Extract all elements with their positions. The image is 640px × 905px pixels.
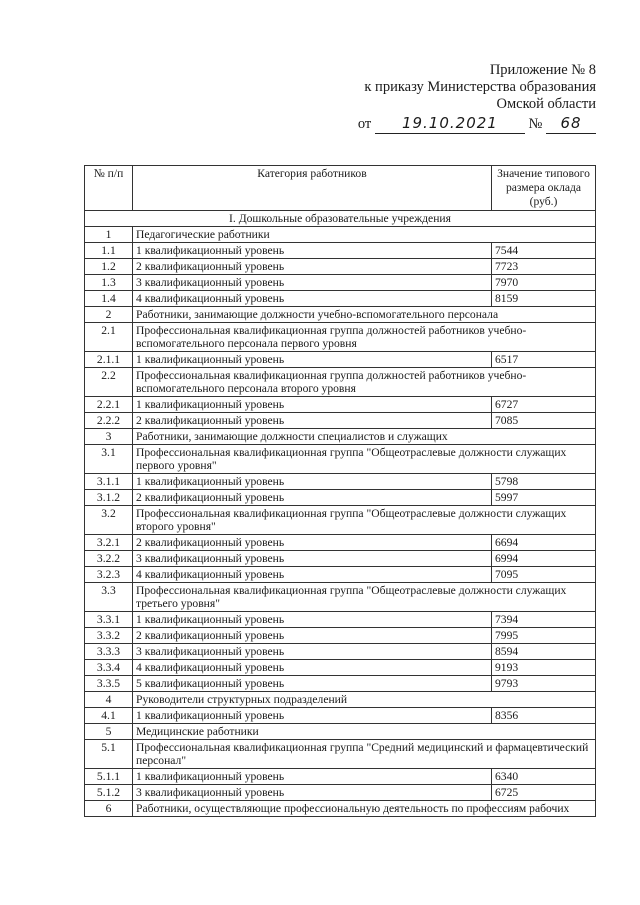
row-number: 1.4 bbox=[85, 291, 133, 307]
table-row bbox=[85, 413, 596, 429]
row-value: 7970 bbox=[492, 275, 596, 291]
table-row bbox=[85, 474, 596, 490]
row-value: 5798 bbox=[492, 474, 596, 490]
row-category: Работники, занимающие должности специалистов и служащих bbox=[133, 429, 596, 445]
row-category: Медицинские работники bbox=[133, 724, 596, 740]
row-value: 7995 bbox=[492, 628, 596, 644]
row-category: 1 квалификационный уровень bbox=[133, 474, 492, 490]
group-row bbox=[85, 740, 596, 769]
table-row bbox=[85, 567, 596, 583]
group-row bbox=[85, 368, 596, 397]
row-number: 5.1.1 bbox=[85, 769, 133, 785]
section-title: I. Дошкольные образовательные учреждения bbox=[85, 211, 596, 227]
section-row bbox=[85, 211, 596, 227]
row-category: 4 квалификационный уровень bbox=[133, 567, 492, 583]
row-category: 1 квалификационный уровень bbox=[133, 708, 492, 724]
row-category: Профессиональная квалификационная группа должностей работников учебно-вспомогательного персонала второго уровня bbox=[133, 368, 596, 397]
group-row bbox=[85, 506, 596, 535]
order-number: 68 bbox=[560, 114, 582, 132]
table-row bbox=[85, 291, 596, 307]
row-value: 8594 bbox=[492, 644, 596, 660]
row-number: 3.3.2 bbox=[85, 628, 133, 644]
row-value: 7723 bbox=[492, 259, 596, 275]
row-number: 3.1 bbox=[85, 445, 133, 474]
row-number: 3.2 bbox=[85, 506, 133, 535]
row-number: 5 bbox=[85, 724, 133, 740]
row-category: 2 квалификационный уровень bbox=[133, 259, 492, 275]
order-reference: к приказу Министерства образования bbox=[364, 79, 596, 95]
row-number: 3 bbox=[85, 429, 133, 445]
row-category: 3 квалификационный уровень bbox=[133, 644, 492, 660]
row-number: 5.1 bbox=[85, 740, 133, 769]
row-category: Педагогические работники bbox=[133, 227, 596, 243]
row-category: 1 квалификационный уровень bbox=[133, 397, 492, 413]
row-category: Профессиональная квалификационная группа "Общеотраслевые должности служащих второго уровня" bbox=[133, 506, 596, 535]
row-value: 7085 bbox=[492, 413, 596, 429]
row-number: 2 bbox=[85, 307, 133, 323]
row-value: 8356 bbox=[492, 708, 596, 724]
row-number: 5.1.2 bbox=[85, 785, 133, 801]
order-date: 19.10.2021 bbox=[401, 114, 498, 132]
row-number: 3.3.4 bbox=[85, 660, 133, 676]
row-number: 3.3 bbox=[85, 583, 133, 612]
row-category: 2 квалификационный уровень bbox=[133, 535, 492, 551]
table-row bbox=[85, 708, 596, 724]
row-number: 1.3 bbox=[85, 275, 133, 291]
row-value: 6994 bbox=[492, 551, 596, 567]
header-category: Категория работников bbox=[133, 166, 492, 211]
row-value: 6517 bbox=[492, 352, 596, 368]
group-row bbox=[85, 323, 596, 352]
row-number: 3.3.1 bbox=[85, 612, 133, 628]
salary-table bbox=[84, 165, 596, 817]
table-row bbox=[85, 275, 596, 291]
table-header-row bbox=[85, 166, 596, 211]
row-category: 4 квалификационный уровень bbox=[133, 660, 492, 676]
appendix-header bbox=[364, 62, 596, 113]
row-number: 2.2.2 bbox=[85, 413, 133, 429]
row-category: Работники, занимающие должности учебно-вспомогательного персонала bbox=[133, 307, 596, 323]
row-number: 4.1 bbox=[85, 708, 133, 724]
appendix-title: Приложение № 8 bbox=[489, 62, 596, 78]
table-row bbox=[85, 660, 596, 676]
group-row bbox=[85, 801, 596, 817]
table-row bbox=[85, 644, 596, 660]
row-number: 1.1 bbox=[85, 243, 133, 259]
row-value: 6725 bbox=[492, 785, 596, 801]
row-category: 1 квалификационный уровень bbox=[133, 769, 492, 785]
row-value: 6694 bbox=[492, 535, 596, 551]
group-row bbox=[85, 429, 596, 445]
row-number: 3.2.1 bbox=[85, 535, 133, 551]
row-number: 3.3.3 bbox=[85, 644, 133, 660]
row-category: 3 квалификационный уровень bbox=[133, 551, 492, 567]
table-row bbox=[85, 769, 596, 785]
from-label: от bbox=[357, 116, 372, 132]
row-value: 7394 bbox=[492, 612, 596, 628]
header-number: № п/п bbox=[85, 166, 133, 211]
row-value: 7544 bbox=[492, 243, 596, 259]
table-row bbox=[85, 535, 596, 551]
row-number: 3.1.1 bbox=[85, 474, 133, 490]
row-value: 7095 bbox=[492, 567, 596, 583]
row-number: 1 bbox=[85, 227, 133, 243]
group-row bbox=[85, 227, 596, 243]
row-number: 3.2.2 bbox=[85, 551, 133, 567]
table-row bbox=[85, 397, 596, 413]
header-value: Значение типового размера оклада (руб.) bbox=[492, 166, 596, 211]
row-value: 9793 bbox=[492, 676, 596, 692]
row-value: 6727 bbox=[492, 397, 596, 413]
row-category: Работники, осуществляющие профессиональную деятельность по профессиям рабочих bbox=[133, 801, 596, 817]
row-category: 2 квалификационный уровень bbox=[133, 490, 492, 506]
row-number: 3.2.3 bbox=[85, 567, 133, 583]
row-number: 2.2 bbox=[85, 368, 133, 397]
group-row bbox=[85, 583, 596, 612]
row-value: 9193 bbox=[492, 660, 596, 676]
row-category: Профессиональная квалификационная группа должностей работников учебно-вспомогательного персонала первого уровня bbox=[133, 323, 596, 352]
row-category: Профессиональная квалификационная группа "Общеотраслевые должности служащих третьего уровня" bbox=[133, 583, 596, 612]
table-row bbox=[85, 628, 596, 644]
number-label: № bbox=[528, 116, 543, 132]
row-number: 1.2 bbox=[85, 259, 133, 275]
row-category: Профессиональная квалификационная группа "Общеотраслевые должности служащих первого уровня" bbox=[133, 445, 596, 474]
group-row bbox=[85, 445, 596, 474]
row-category: Профессиональная квалификационная группа "Средний медицинский и фармацевтический персонал" bbox=[133, 740, 596, 769]
row-value: 8159 bbox=[492, 291, 596, 307]
row-number: 3.3.5 bbox=[85, 676, 133, 692]
region-name: Омской области bbox=[496, 96, 596, 112]
group-row bbox=[85, 307, 596, 323]
row-number: 6 bbox=[85, 801, 133, 817]
row-number: 4 bbox=[85, 692, 133, 708]
table-row bbox=[85, 259, 596, 275]
table-row bbox=[85, 612, 596, 628]
row-category: 1 квалификационный уровень bbox=[133, 612, 492, 628]
table-row bbox=[85, 490, 596, 506]
row-category: 2 квалификационный уровень bbox=[133, 413, 492, 429]
row-category: 3 квалификационный уровень bbox=[133, 275, 492, 291]
row-value: 6340 bbox=[492, 769, 596, 785]
group-row bbox=[85, 724, 596, 740]
table-row bbox=[85, 243, 596, 259]
row-category: Руководители структурных подразделений bbox=[133, 692, 596, 708]
row-category: 1 квалификационный уровень bbox=[133, 243, 492, 259]
row-number: 3.1.2 bbox=[85, 490, 133, 506]
order-date-line bbox=[358, 114, 596, 134]
table-row bbox=[85, 551, 596, 567]
row-category: 2 квалификационный уровень bbox=[133, 628, 492, 644]
row-value: 5997 bbox=[492, 490, 596, 506]
row-number: 2.1 bbox=[85, 323, 133, 352]
table-row bbox=[85, 676, 596, 692]
row-category: 5 квалификационный уровень bbox=[133, 676, 492, 692]
row-category: 4 квалификационный уровень bbox=[133, 291, 492, 307]
row-number: 2.1.1 bbox=[85, 352, 133, 368]
row-category: 3 квалификационный уровень bbox=[133, 785, 492, 801]
table-row bbox=[85, 785, 596, 801]
table-row bbox=[85, 352, 596, 368]
row-number: 2.2.1 bbox=[85, 397, 133, 413]
row-category: 1 квалификационный уровень bbox=[133, 352, 492, 368]
group-row bbox=[85, 692, 596, 708]
